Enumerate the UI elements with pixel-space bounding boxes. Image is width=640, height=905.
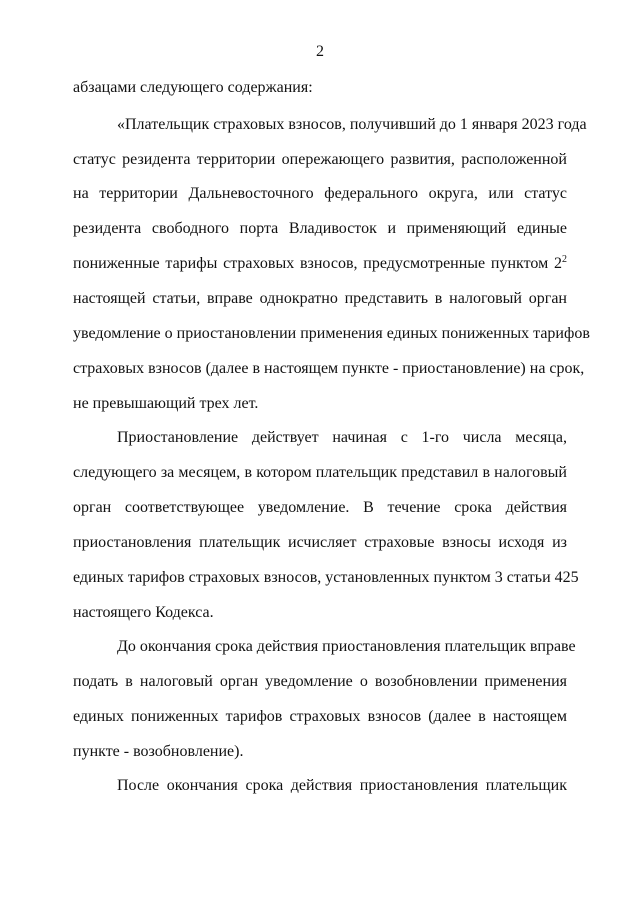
text-line: следующего за месяцем, в котором плательщик представил в налоговый <box>73 464 567 481</box>
superscript: 2 <box>562 254 567 265</box>
page-number: 2 <box>316 43 324 60</box>
text-line: статус резидента территории опережающего развития, расположенной <box>73 151 567 168</box>
text-line <box>73 254 567 274</box>
text-line: абзацами следующего содержания: <box>73 79 313 96</box>
text-line: приостановления плательщик исчисляет страховые взносы исходя из <box>73 534 567 551</box>
text-line: единых пониженных тарифов страховых взносов (далее в настоящем <box>73 708 567 725</box>
text-line: страховых взносов (далее в настоящем пункте - приостановление) на срок, <box>73 360 585 377</box>
text-line: уведомление о приостановлении применения единых пониженных тарифов <box>73 325 590 342</box>
text-line: не превышающий трех лет. <box>73 395 259 412</box>
text-line: на территории Дальневосточного федерального округа, или статус <box>73 185 567 202</box>
text-line: резидента свободного порта Владивосток и применяющий единые <box>73 220 567 237</box>
text-line: подать в налоговый орган уведомление о возобновлении применения <box>73 673 567 690</box>
text-line: После окончания срока действия приостановления плательщик <box>117 777 567 794</box>
text-line: пункте - возобновление). <box>73 743 244 760</box>
text-line: «Плательщик страховых взносов, получивший до 1 января 2023 года <box>117 116 587 133</box>
text-line: настоящей статьи, вправе однократно представить в налоговый орган <box>73 290 567 307</box>
text-line: настоящего Кодекса. <box>73 604 214 621</box>
text-line: Приостановление действует начиная с 1-го числа месяца, <box>117 429 567 446</box>
text-line: До окончания срока действия приостановления плательщик вправе <box>117 638 576 655</box>
text-line-content: пониженные тарифы страховых взносов, предусмотренные пунктом 2 <box>73 255 562 272</box>
text-line: единых тарифов страховых взносов, установленных пунктом 3 статьи 425 <box>73 569 579 586</box>
text-line: орган соответствующее уведомление. В течение срока действия <box>73 499 567 516</box>
